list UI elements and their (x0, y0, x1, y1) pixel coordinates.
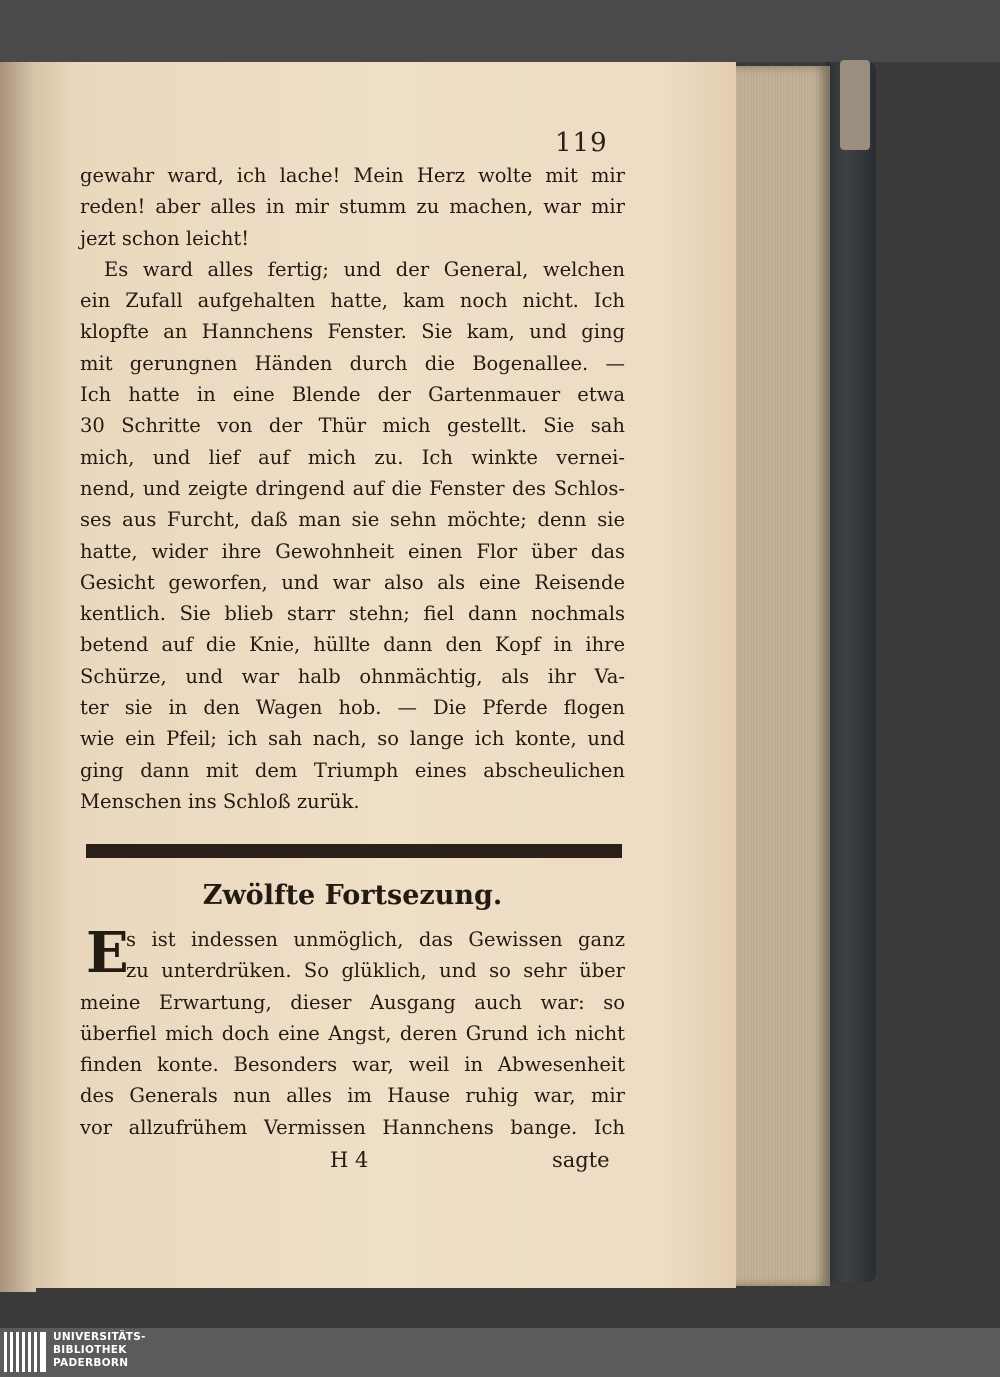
page-number: 119 (555, 128, 608, 158)
text-line: zu unterdrüken. So glüklich, und so sehr über (126, 959, 625, 983)
text-line: kentlich. Sie blieb starr stehn; fiel dann nochmals (80, 602, 625, 626)
text-line: Schürze, und war halb ohnmächtig, als ihr Va- (80, 664, 625, 688)
book-cover-right (826, 62, 876, 1282)
text-line: 30 Schritte von der Thür mich gestellt. Sie sah (80, 414, 625, 438)
text-line: mich, und lief auf mich zu. Ich winkte vernei- (80, 445, 625, 469)
catchword: sagte (552, 1148, 610, 1172)
logo-line: PADERBORN (53, 1357, 129, 1369)
text-line: gewahr ward, ich lache! Mein Herz wolte mit mir (80, 164, 625, 187)
page-block-edges (730, 66, 830, 1286)
text-line: s ist indessen unmöglich, das Gewissen ganz (126, 928, 625, 951)
text-line: finden konte. Besonders war, weil in Abwesenheit (80, 1053, 625, 1077)
text-line: des Generals nun alles im Hause ruhig war, mir (80, 1084, 625, 1108)
text-line: ein Zufall aufgehalten hatte, kam noch nicht. Ich (80, 289, 625, 313)
text-line: ter sie in den Wagen hob. — Die Pferde flogen (80, 696, 625, 720)
text-line: nend, und zeigte dringend auf die Fenster des Schlos- (80, 476, 625, 500)
text-line: reden! aber alles in mir stumm zu machen, war mir (80, 195, 625, 219)
section-divider-rule (86, 844, 622, 856)
text-line: ses aus Furcht, daß man sie sehn möchte; denn sie (80, 508, 625, 532)
text-line: betend auf die Knie, hüllte dann den Kopf in ihre (80, 633, 625, 657)
text-line: Menschen ins Schloß zurük. (80, 789, 360, 813)
text-line: meine Erwartung, dieser Ausgang auch war: so (80, 990, 625, 1014)
text-line: überfiel mich doch eine Angst, deren Grund ich nicht (80, 1021, 625, 1045)
text-line: Gesicht geworfen, und war also als eine Reisende (80, 570, 625, 594)
text-line: Es ward alles fertig; und der General, welchen (104, 257, 625, 281)
text-line: ging dann mit dem Triumph eines abscheulichen (80, 758, 625, 782)
left-page-edge (0, 62, 36, 1292)
logo-line: BIBLIOTHEK (53, 1344, 127, 1356)
text-line: vor allzufrühem Vermissen Hannchens bange. Ich (80, 1115, 625, 1139)
logo-line: UNIVERSITÄTS- (53, 1331, 146, 1343)
chapter-heading: Zwölfte Fortsezung. (202, 880, 503, 911)
signature-mark: H 4 (330, 1148, 369, 1172)
text-line: wie ein Pfeil; ich sah nach, so lange ich konte, und (80, 727, 625, 751)
text-line: jezt schon leicht! (80, 226, 250, 250)
text-line: hatte, wider ihre Gewohnheit einen Flor über das (80, 539, 625, 563)
chapter-text-block (80, 920, 625, 1143)
text-line: klopfte an Hannchens Fenster. Sie kam, und ging (80, 320, 625, 344)
body-text-block (80, 160, 625, 817)
text-line: Ich hatte in eine Blende der Gartenmauer etwa (80, 383, 625, 407)
text-line: mit gerungnen Händen durch die Bogenallee. — (80, 351, 625, 375)
scan-background (0, 0, 1000, 62)
drop-cap: E (86, 920, 129, 986)
library-logo-icon (4, 1332, 48, 1372)
library-logo-text (53, 1331, 173, 1370)
cover-worn-corner (840, 60, 870, 150)
